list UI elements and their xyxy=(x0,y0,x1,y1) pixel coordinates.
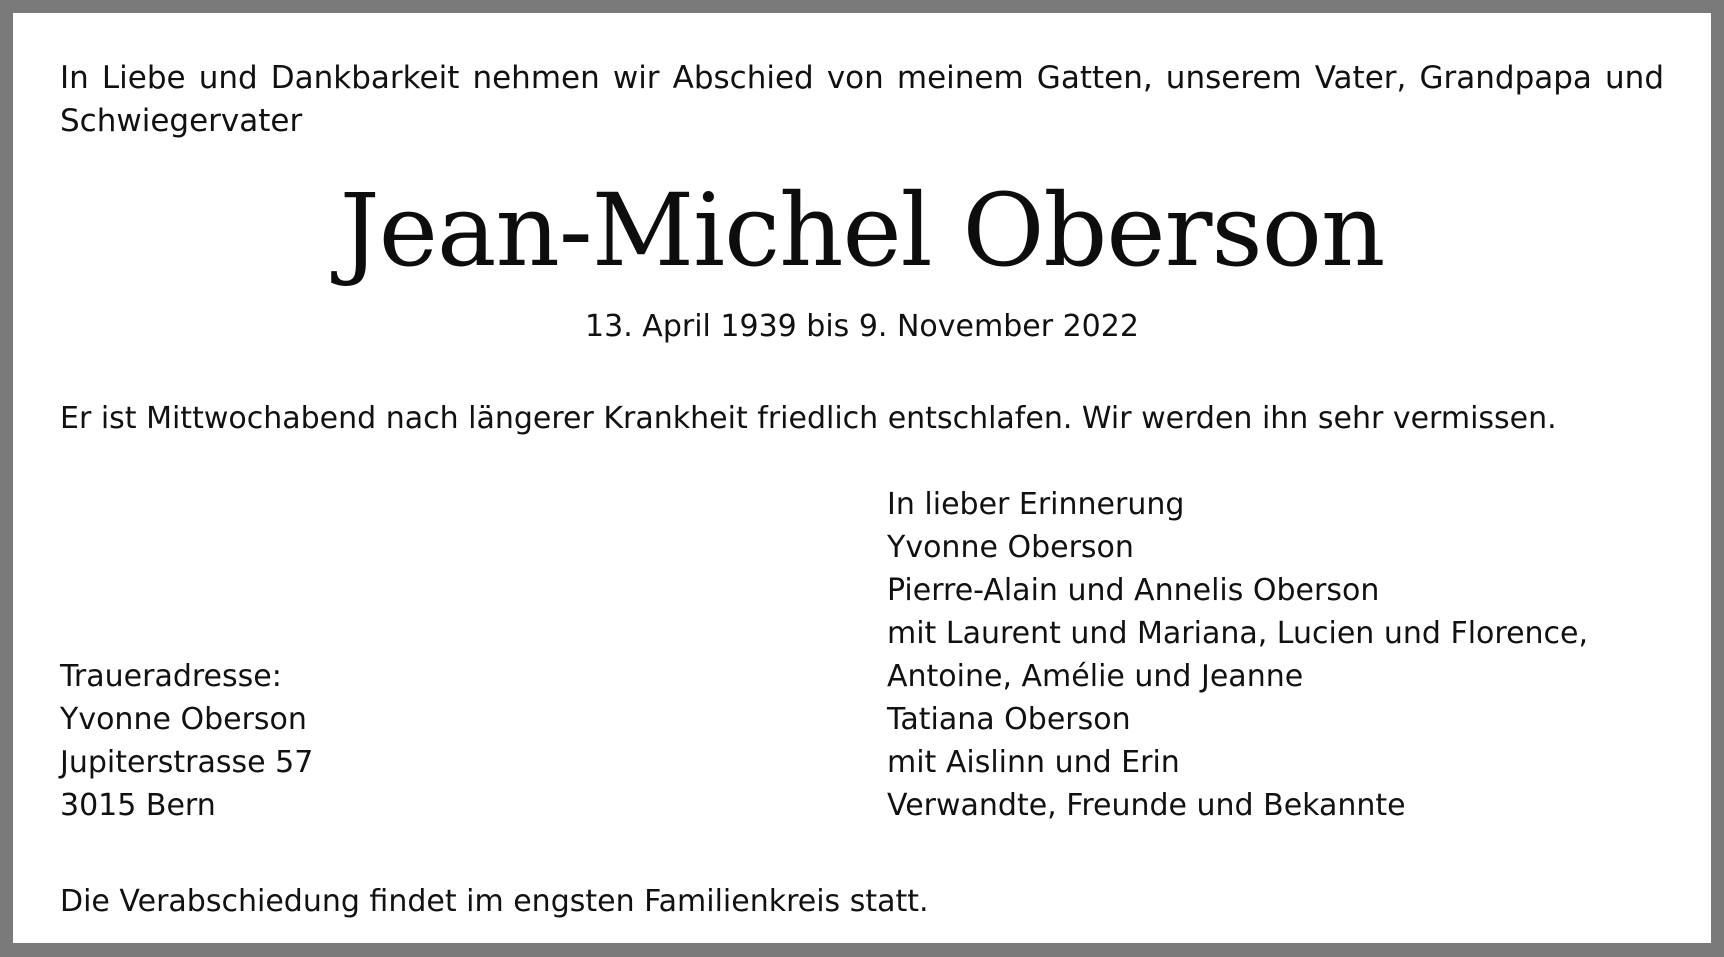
mourners-line: Tatiana Oberson xyxy=(887,702,1131,737)
obituary-notice xyxy=(13,13,1711,943)
mourners-list xyxy=(887,483,1588,827)
mourning-address xyxy=(60,655,313,827)
address-line: Yvonne Oberson xyxy=(60,702,307,737)
address-line: Jupiterstrasse 57 xyxy=(60,745,314,780)
address-line: 3015 Bern xyxy=(60,788,216,823)
closing-text: Die Verabschiedung findet im engsten Familienkreis statt. xyxy=(60,884,929,919)
mourners-line: mit Laurent und Mariana, Lucien und Florence, xyxy=(887,616,1589,651)
intro-text: In Liebe und Dankbarkeit nehmen wir Abschied von meinem Gatten, unserem Vater, Grandpapa und Schwiegervater xyxy=(60,60,1664,139)
mourners-line: Yvonne Oberson xyxy=(887,530,1134,565)
message-text: Er ist Mittwochabend nach längerer Krankheit friedlich entschlafen. Wir werden ihn sehr vermissen. xyxy=(60,401,1557,436)
mourners-line: Verwandte, Freunde und Bekannte xyxy=(887,788,1406,823)
mourners-line: mit Aislinn und Erin xyxy=(887,745,1180,780)
deceased-name: Jean-Michel Oberson xyxy=(339,172,1385,289)
life-dates: 13. April 1939 bis 9. November 2022 xyxy=(585,309,1139,344)
mourners-line: In lieber Erinnerung xyxy=(887,487,1185,522)
mourners-line: Pierre-Alain und Annelis Oberson xyxy=(887,573,1380,608)
mourners-line: Antoine, Amélie und Jeanne xyxy=(887,659,1304,694)
address-label: Traueradresse: xyxy=(60,659,282,694)
